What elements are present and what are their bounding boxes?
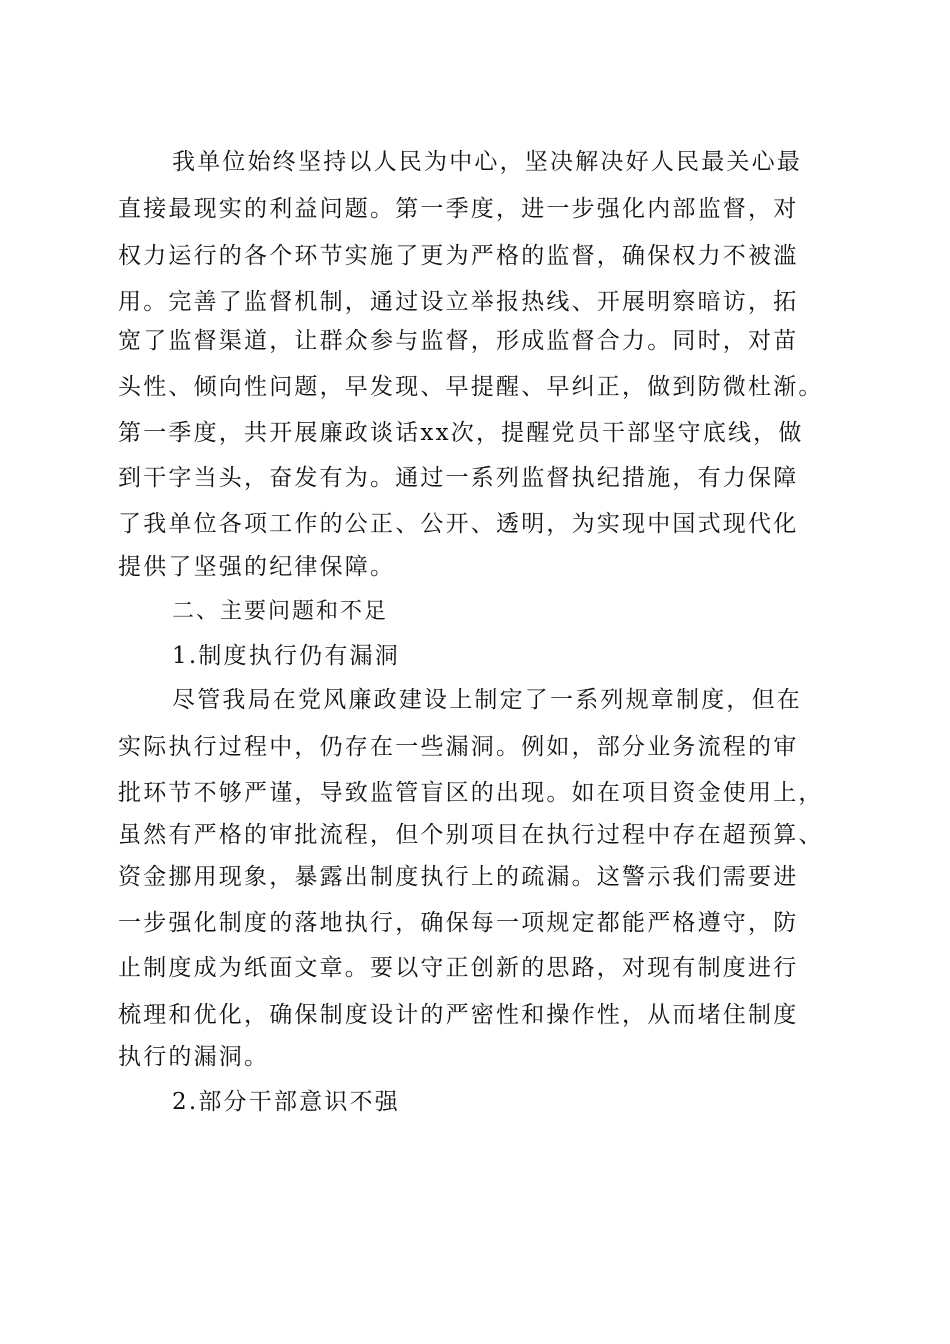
paragraph1-line: 到干字当头，奋发有为。通过一系列监督执纪措施，有力保障 [118, 465, 799, 491]
paragraph1-line: 权力运行的各个环节实施了更为严格的监督，确保权力不被滥 [118, 243, 799, 269]
paragraph2-line: 实际执行过程中，仍存在一些漏洞。例如，部分业务流程的审 [118, 734, 799, 760]
paragraph1-line: 头性、倾向性问题，早发现、早提醒、早纠正，做到防微杜渐。 [118, 374, 824, 400]
subheading-2: 2.部分干部意识不强 [172, 1089, 400, 1115]
paragraph2-line: 尽管我局在党风廉政建设上制定了一系列规章制度，但在 [172, 687, 802, 713]
paragraph1-line: 宽了监督渠道，让群众参与监督，形成监督合力。同时，对苗 [118, 328, 799, 354]
paragraph2-line: 止制度成为纸面文章。要以守正创新的思路，对现有制度进行 [118, 955, 799, 981]
paragraph1-line: 用。完善了监督机制，通过设立举报热线、开展明察暗访，拓 [118, 289, 799, 315]
paragraph1-line: 直接最现实的利益问题。第一季度，进一步强化内部监督，对 [118, 196, 799, 222]
section-heading: 二、主要问题和不足 [172, 599, 389, 624]
paragraph1-line: 了我单位各项工作的公正、公开、透明，为实现中国式现代化 [118, 511, 799, 537]
paragraph2-line: 执行的漏洞。 [118, 1044, 270, 1070]
subheading-1: 1.制度执行仍有漏洞 [172, 643, 400, 669]
paragraph2-line: 一步强化制度的落地执行，确保每一项规定都能严格遵守，防 [118, 910, 799, 936]
paragraph1-line: 提供了坚强的纪律保障。 [118, 554, 396, 580]
paragraph2-line: 虽然有严格的审批流程，但个别项目在执行过程中存在超预算、 [118, 822, 824, 848]
paragraph2-line: 梳理和优化，确保制度设计的严密性和操作性，从而堵住制度 [118, 1002, 799, 1028]
paragraph2-line: 资金挪用现象，暴露出制度执行上的疏漏。这警示我们需要进 [118, 864, 799, 890]
paragraph1-line: 第一季度，共开展廉政谈话xx次，提醒党员干部坚守底线，做 [118, 420, 804, 446]
paragraph1-line: 我单位始终坚持以人民为中心，坚决解决好人民最关心最 [172, 149, 802, 175]
paragraph2-line: 批环节不够严谨，导致监管盲区的出现。如在项目资金使用上， [118, 780, 824, 806]
